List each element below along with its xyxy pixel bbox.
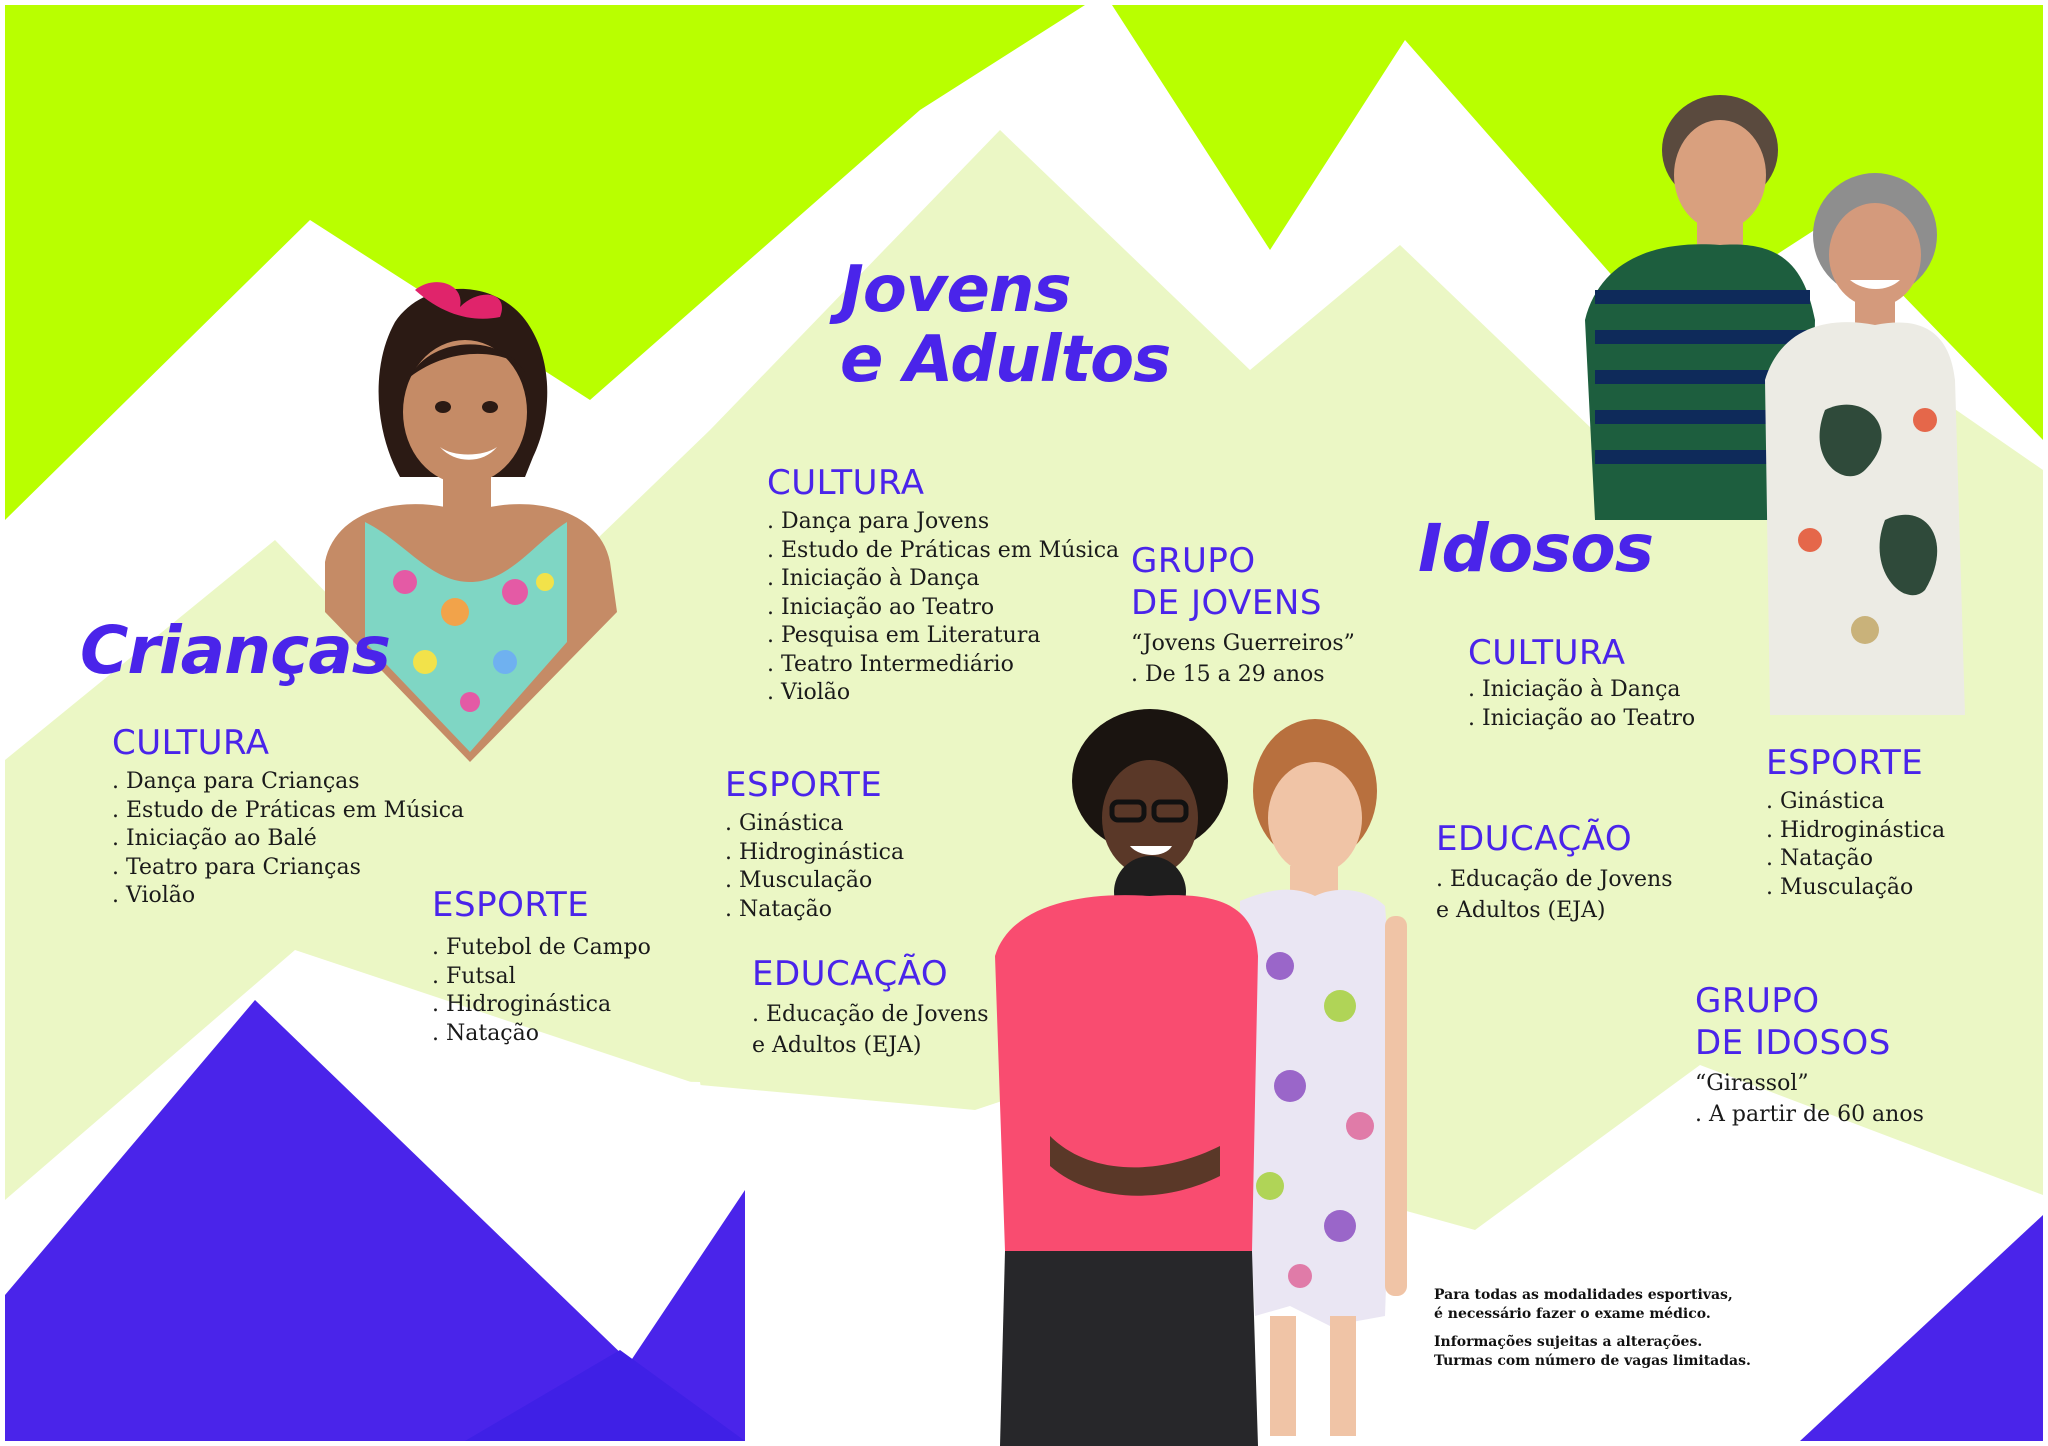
list-item: . Hidroginástica (725, 839, 905, 865)
list-item: . Musculação (1766, 874, 1914, 900)
jovens-adultos-title (840, 255, 1170, 395)
criancas-esporte-heading: ESPORTE (432, 885, 590, 925)
footnote-line2: é necessário fazer o exame médico. (1434, 1306, 1711, 1322)
footnote (1434, 1286, 1794, 1380)
jovens-esporte-list (725, 810, 904, 924)
idosos-title: Idosos (1418, 510, 1654, 587)
list-item: . Natação (432, 1020, 539, 1046)
jovens-cultura-heading: CULTURA (767, 463, 925, 503)
footnote-exam (1434, 1286, 1794, 1324)
grupo-idosos-age: . A partir de 60 anos (1695, 1102, 1924, 1127)
grupo-jovens (1131, 540, 1355, 690)
criancas-title: Crianças (80, 612, 391, 689)
grupo-jovens-age: . De 15 a 29 anos (1131, 662, 1325, 687)
grupo-idosos (1695, 980, 1924, 1130)
list-item: . Dança para Jovens (767, 509, 990, 534)
idosos-cultura-list (1468, 676, 1695, 733)
footnote-line4: Turmas com número de vagas limitadas. (1434, 1353, 1751, 1369)
list-item: . Estudo de Práticas em Música (112, 797, 465, 823)
jovens-adultos-title-line2: e Adultos (840, 323, 1171, 397)
footnote-info (1434, 1333, 1794, 1371)
list-item: . Pesquisa em Literatura (767, 623, 1041, 648)
idosos-cultura-heading: CULTURA (1468, 633, 1626, 673)
list-item: . Teatro para Crianças (112, 854, 361, 880)
list-item: . Futsal (432, 963, 516, 989)
jovens-educacao (752, 953, 988, 1061)
criancas-cultura-heading: CULTURA (112, 723, 270, 763)
child-photo (305, 282, 635, 762)
elderly-couple-photo (1565, 90, 1965, 715)
jovens-educacao-line1: . Educação de Jovens (752, 1002, 989, 1027)
list-item: . Hidroginástica (1766, 817, 1946, 843)
criancas-cultura (112, 722, 464, 911)
jovens-esporte-heading: ESPORTE (725, 765, 883, 805)
idosos-esporte-heading: ESPORTE (1766, 743, 1924, 783)
idosos-esporte-list (1766, 788, 1945, 902)
grupo-jovens-heading-line1: GRUPO (1131, 541, 1256, 581)
list-item: . Violão (112, 883, 196, 908)
list-item: . Violão (767, 680, 851, 705)
jovens-esporte (725, 764, 904, 924)
jovens-educacao-line2: e Adultos (EJA) (752, 1033, 922, 1058)
grupo-idosos-name: “Girassol” (1695, 1071, 1809, 1096)
list-item: . Estudo de Práticas em Música (767, 537, 1120, 563)
idosos-educacao-heading: EDUCAÇÃO (1436, 819, 1633, 859)
idosos-educacao (1436, 818, 1672, 926)
jovens-adultos-title-line1: Jovens (840, 253, 1071, 327)
list-item: . Iniciação ao Teatro (1468, 705, 1696, 731)
grupo-jovens-heading-line2: DE JOVENS (1131, 583, 1322, 623)
list-item: . Musculação (725, 868, 873, 893)
grupo-jovens-name: “Jovens Guerreiros” (1131, 631, 1355, 656)
list-item: . Iniciação ao Balé (112, 826, 317, 851)
list-item: . Dança para Crianças (112, 769, 360, 794)
footnote-line3: Informações sujeitas a alterações. (1434, 1334, 1703, 1350)
list-item: . Natação (725, 896, 832, 922)
list-item: . Hidroginástica (432, 992, 612, 1017)
criancas-esporte (432, 884, 651, 1048)
list-item: . Natação (1766, 846, 1873, 871)
idosos-cultura (1468, 632, 1695, 733)
list-item: . Ginástica (725, 811, 844, 836)
list-item: . Futebol de Campo (432, 935, 651, 960)
jovens-cultura-list (767, 508, 1119, 708)
footnote-line1: Para todas as modalidades esportivas, (1434, 1287, 1733, 1303)
jovens-cultura (767, 462, 1119, 708)
list-item: . Iniciação à Dança (1468, 677, 1681, 702)
criancas-cultura-list (112, 768, 464, 911)
grupo-idosos-heading-line2: DE IDOSOS (1695, 1023, 1891, 1063)
criancas-esporte-list (432, 934, 651, 1048)
list-item: . Iniciação ao Teatro (767, 594, 995, 620)
idosos-esporte (1766, 742, 1945, 902)
grupo-idosos-heading-line1: GRUPO (1695, 981, 1820, 1021)
young-adults-photo (990, 706, 1420, 1446)
list-item: . Ginástica (1766, 789, 1885, 814)
idosos-educacao-line1: . Educação de Jovens (1436, 867, 1673, 892)
idosos-educacao-line2: e Adultos (EJA) (1436, 898, 1606, 923)
jovens-educacao-heading: EDUCAÇÃO (752, 954, 949, 994)
list-item: . Teatro Intermediário (767, 651, 1014, 677)
list-item: . Iniciação à Dança (767, 566, 980, 591)
